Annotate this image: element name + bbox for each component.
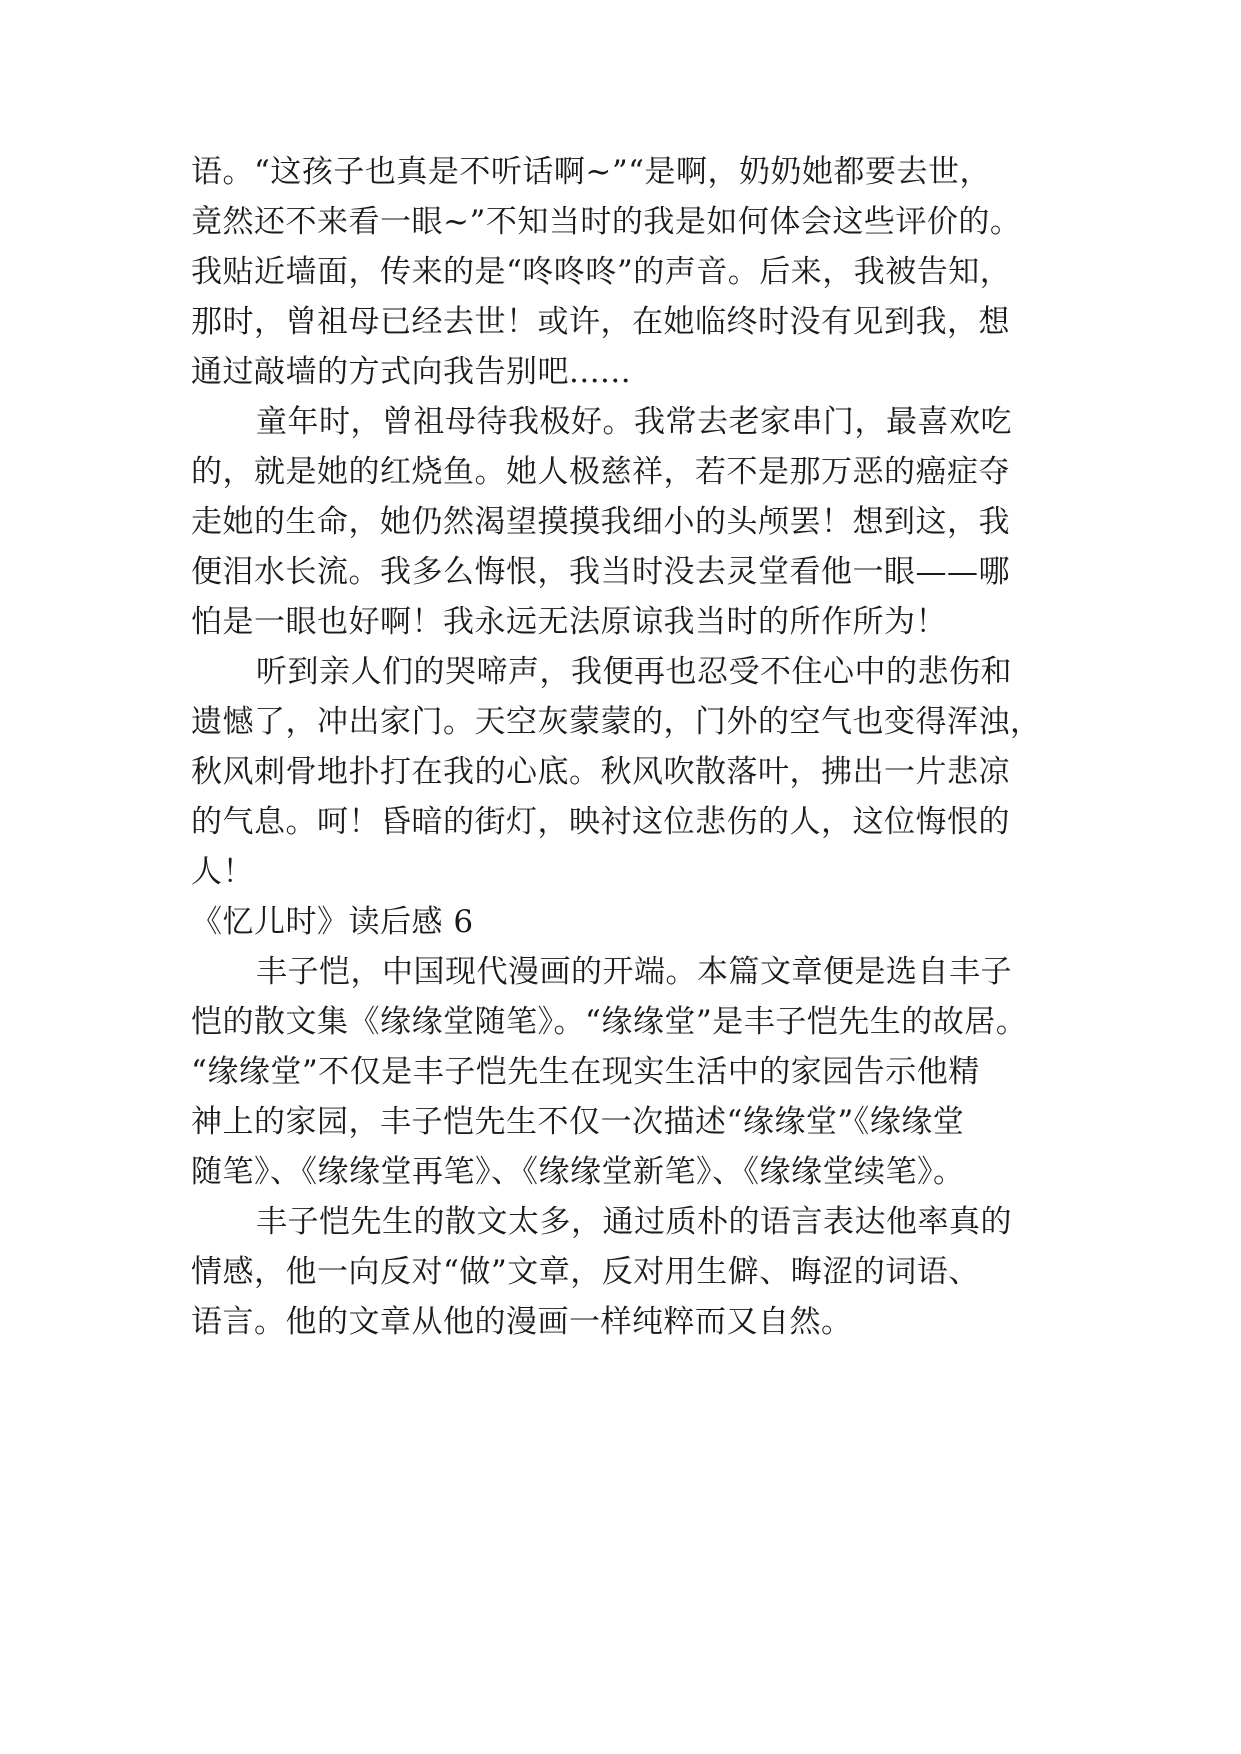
paragraph-start: 听到亲人们的哭啼声，我便再也忍受不住心中的悲伤和 [256,654,1012,690]
text-line: 竟然还不来看一眼~”不知当时的我是如何体会这些评价的。 [191,204,1022,240]
text-line: 那时，曾祖母已经去世！或许，在她临终时没有见到我，想 [191,304,1010,340]
text-line: 情感，他一向反对“做”文章，反对用生僻、晦涩的词语、 [191,1254,980,1290]
text-line: 随笔》、《缘缘堂再笔》、《缘缘堂新笔》、《缘缘堂续笔》。 [191,1154,965,1190]
section-heading: 《忆儿时》读后感 6 [191,904,474,940]
text-line: 走她的生命，她仍然渴望摸摸我细小的头颅罢！想到这，我 [191,504,1010,540]
text-line: 通过敲墙的方式向我告别吧...... [191,354,632,390]
paragraph-start: 丰子恺先生的散文太多，通过质朴的语言表达他率真的 [256,1204,1012,1240]
text-line: 的，就是她的红烧鱼。她人极慈祥，若不是那万恶的癌症夺 [191,454,1010,490]
text-line: “缘缘堂”不仅是丰子恺先生在现实生活中的家园告示他精 [191,1054,980,1090]
paragraph-start: 丰子恺，中国现代漫画的开端。本篇文章便是选自丰子 [256,954,1012,990]
text-line: 语。“这孩子也真是不听话啊~”“是啊，奶奶她都要去世， [191,154,992,190]
text-line: 秋风刺骨地扑打在我的心底。秋风吹散落叶，拂出一片悲凉 [191,754,1010,790]
text-line: 遗憾了，冲出家门。天空灰蒙蒙的，门外的空气也变得浑浊， [191,704,1042,740]
text-line: 的气息。呵！昏暗的街灯，映衬这位悲伤的人，这位悔恨的 [191,804,1010,840]
paragraph-start: 童年时，曾祖母待我极好。我常去老家串门，最喜欢吃 [256,404,1012,440]
text-line: 便泪水长流。我多么悔恨，我当时没去灵堂看他一眼——哪 [191,554,1010,590]
text-line: 神上的家园，丰子恺先生不仅一次描述“缘缘堂”《缘缘堂 [191,1104,965,1140]
text-line: 人！ [191,854,254,890]
text-line: 怕是一眼也好啊！我永远无法原谅我当时的所作所为！ [191,604,947,640]
text-line: 我贴近墙面，传来的是“咚咚咚”的声音。后来，我被告知， [191,254,1012,290]
text-line: 语言。他的文章从他的漫画一样纯粹而又自然。 [191,1304,853,1340]
text-line: 恺的散文集《缘缘堂随笔》。“缘缘堂”是丰子恺先生的故居。 [191,1004,1028,1040]
